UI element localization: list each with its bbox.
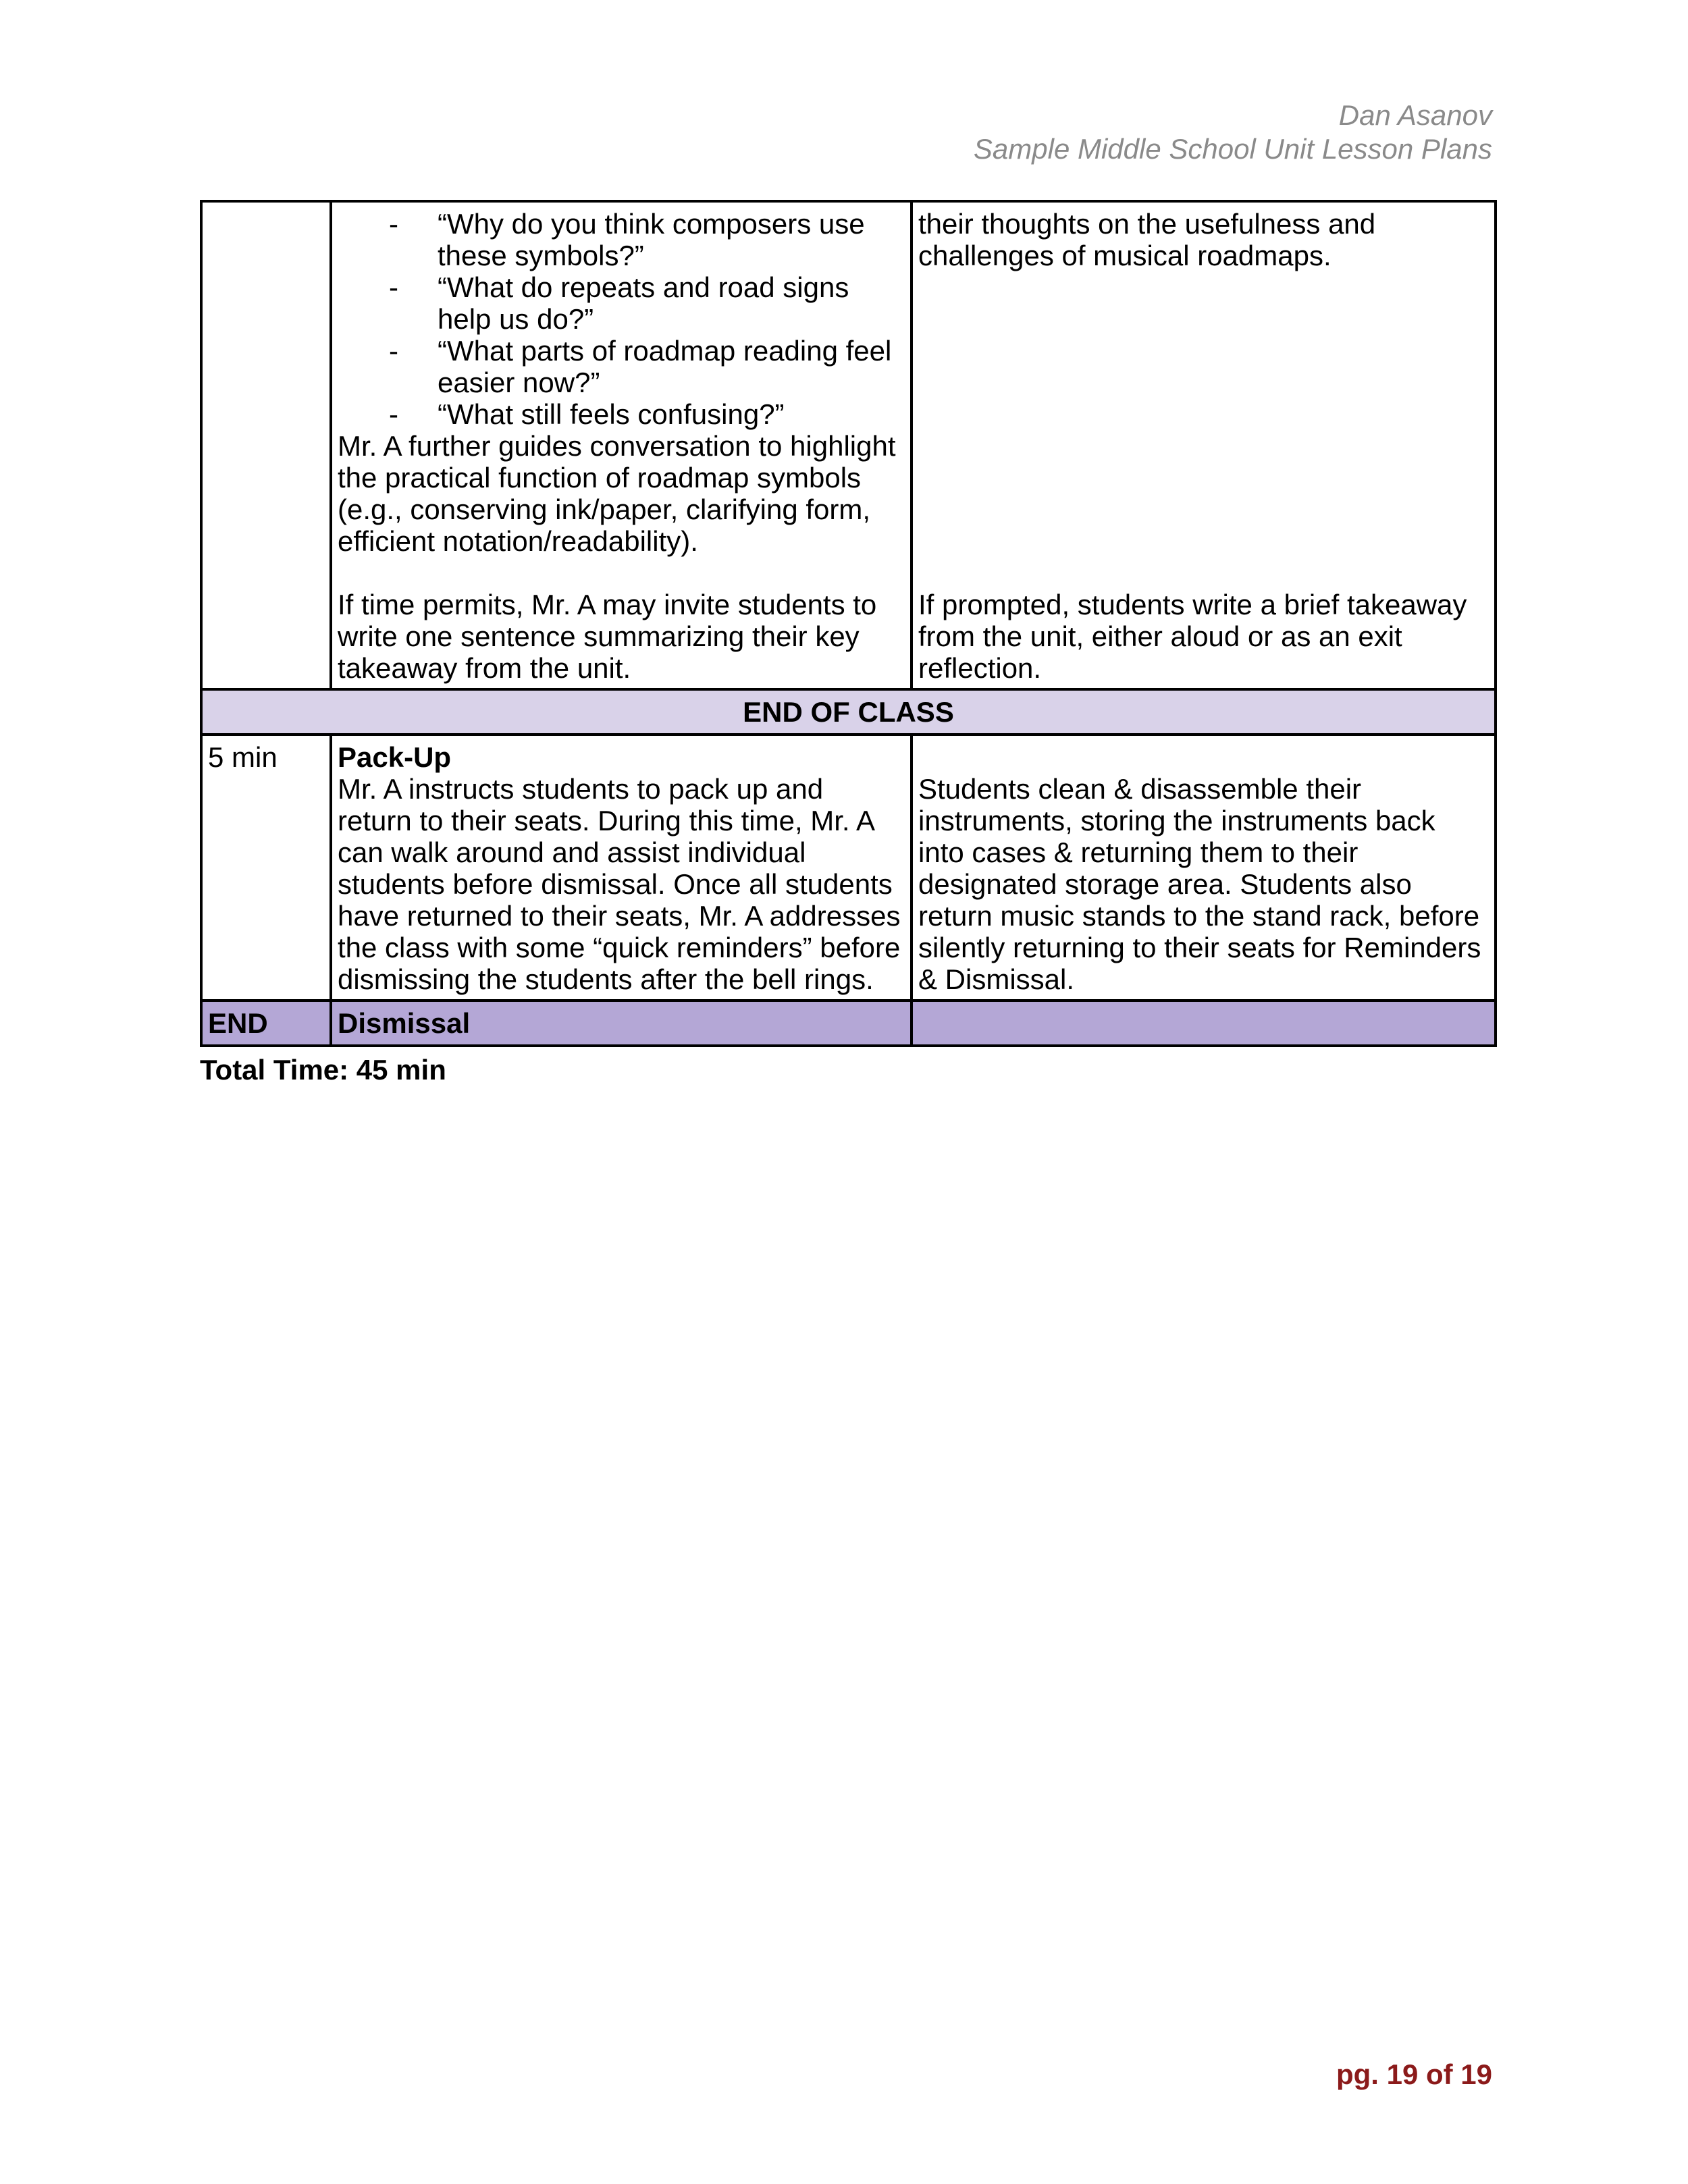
question-text: “What still feels confusing?” [438, 398, 785, 430]
list-item [338, 208, 905, 271]
total-time: Total Time: 45 min [200, 1054, 446, 1086]
paragraph-spacer [918, 271, 1489, 589]
lesson-plan-table [200, 200, 1497, 1047]
time-cell: 5 min [201, 735, 331, 1001]
paragraph-spacer [918, 741, 1489, 773]
student-extension: If prompted, students write a brief takeaway from the unit, either aloud or as an exit reflection. [918, 589, 1467, 684]
list-item [338, 271, 905, 335]
time-cell [201, 201, 331, 689]
section-divider-row [201, 689, 1496, 735]
list-item [338, 398, 905, 430]
question-list [338, 208, 905, 430]
teacher-cell [331, 735, 912, 1001]
list-item [338, 335, 905, 398]
dismissal-cell: Dismissal [331, 1001, 912, 1046]
question-text: “What parts of roadmap reading feel easier now?” [438, 335, 892, 398]
page-header [974, 99, 1492, 166]
question-text: “Why do you think composers use these symbols?” [438, 208, 865, 271]
student-cell [912, 735, 1496, 1001]
bullet-dash: - [389, 208, 398, 240]
table-row-packup [201, 735, 1496, 1001]
page-number: pg. 19 of 19 [1336, 2058, 1492, 2090]
end-time-cell: END [201, 1001, 331, 1046]
bullet-dash: - [389, 335, 398, 367]
end-student-cell [912, 1001, 1496, 1046]
activity-title: Pack-Up [338, 741, 452, 773]
teacher-guidance: Mr. A further guides conversation to highlight the practical function of roadmap symbols (e.g., conserving ink/paper, clarifying form, efficient notation/readability). [338, 430, 896, 557]
table-row-end [201, 1001, 1496, 1046]
paragraph-spacer [338, 557, 905, 589]
end-of-class-label: END OF CLASS [201, 689, 1496, 735]
header-subtitle: Sample Middle School Unit Lesson Plans [973, 133, 1492, 165]
student-text: Students clean & disassemble their instruments, storing the instruments back into cases & returning them to their designated storage area. Students also return music stands to the stand rack, before silently returning to their seats for Reminders & Dismissal. [918, 773, 1481, 995]
bullet-dash: - [389, 271, 398, 303]
teacher-extension: If time permits, Mr. A may invite students to write one sentence summarizing their key takeaway from the unit. [338, 589, 877, 684]
question-text: “What do repeats and road signs help us do?” [438, 271, 849, 335]
bullet-dash: - [389, 398, 398, 430]
header-author: Dan Asanov [1338, 99, 1492, 131]
student-cell [912, 201, 1496, 689]
teacher-cell [331, 201, 912, 689]
student-reflection: their thoughts on the usefulness and challenges of musical roadmaps. [918, 208, 1376, 271]
teacher-text: Mr. A instructs students to pack up and return to their seats. During this time, Mr. A can walk around and assist individual students before dismissal. Once all students have returned to their seats, Mr. A addresses the class with some “quick reminders” before dismissing the students after the bell rings. [338, 773, 901, 995]
table-row-reflection [201, 201, 1496, 689]
